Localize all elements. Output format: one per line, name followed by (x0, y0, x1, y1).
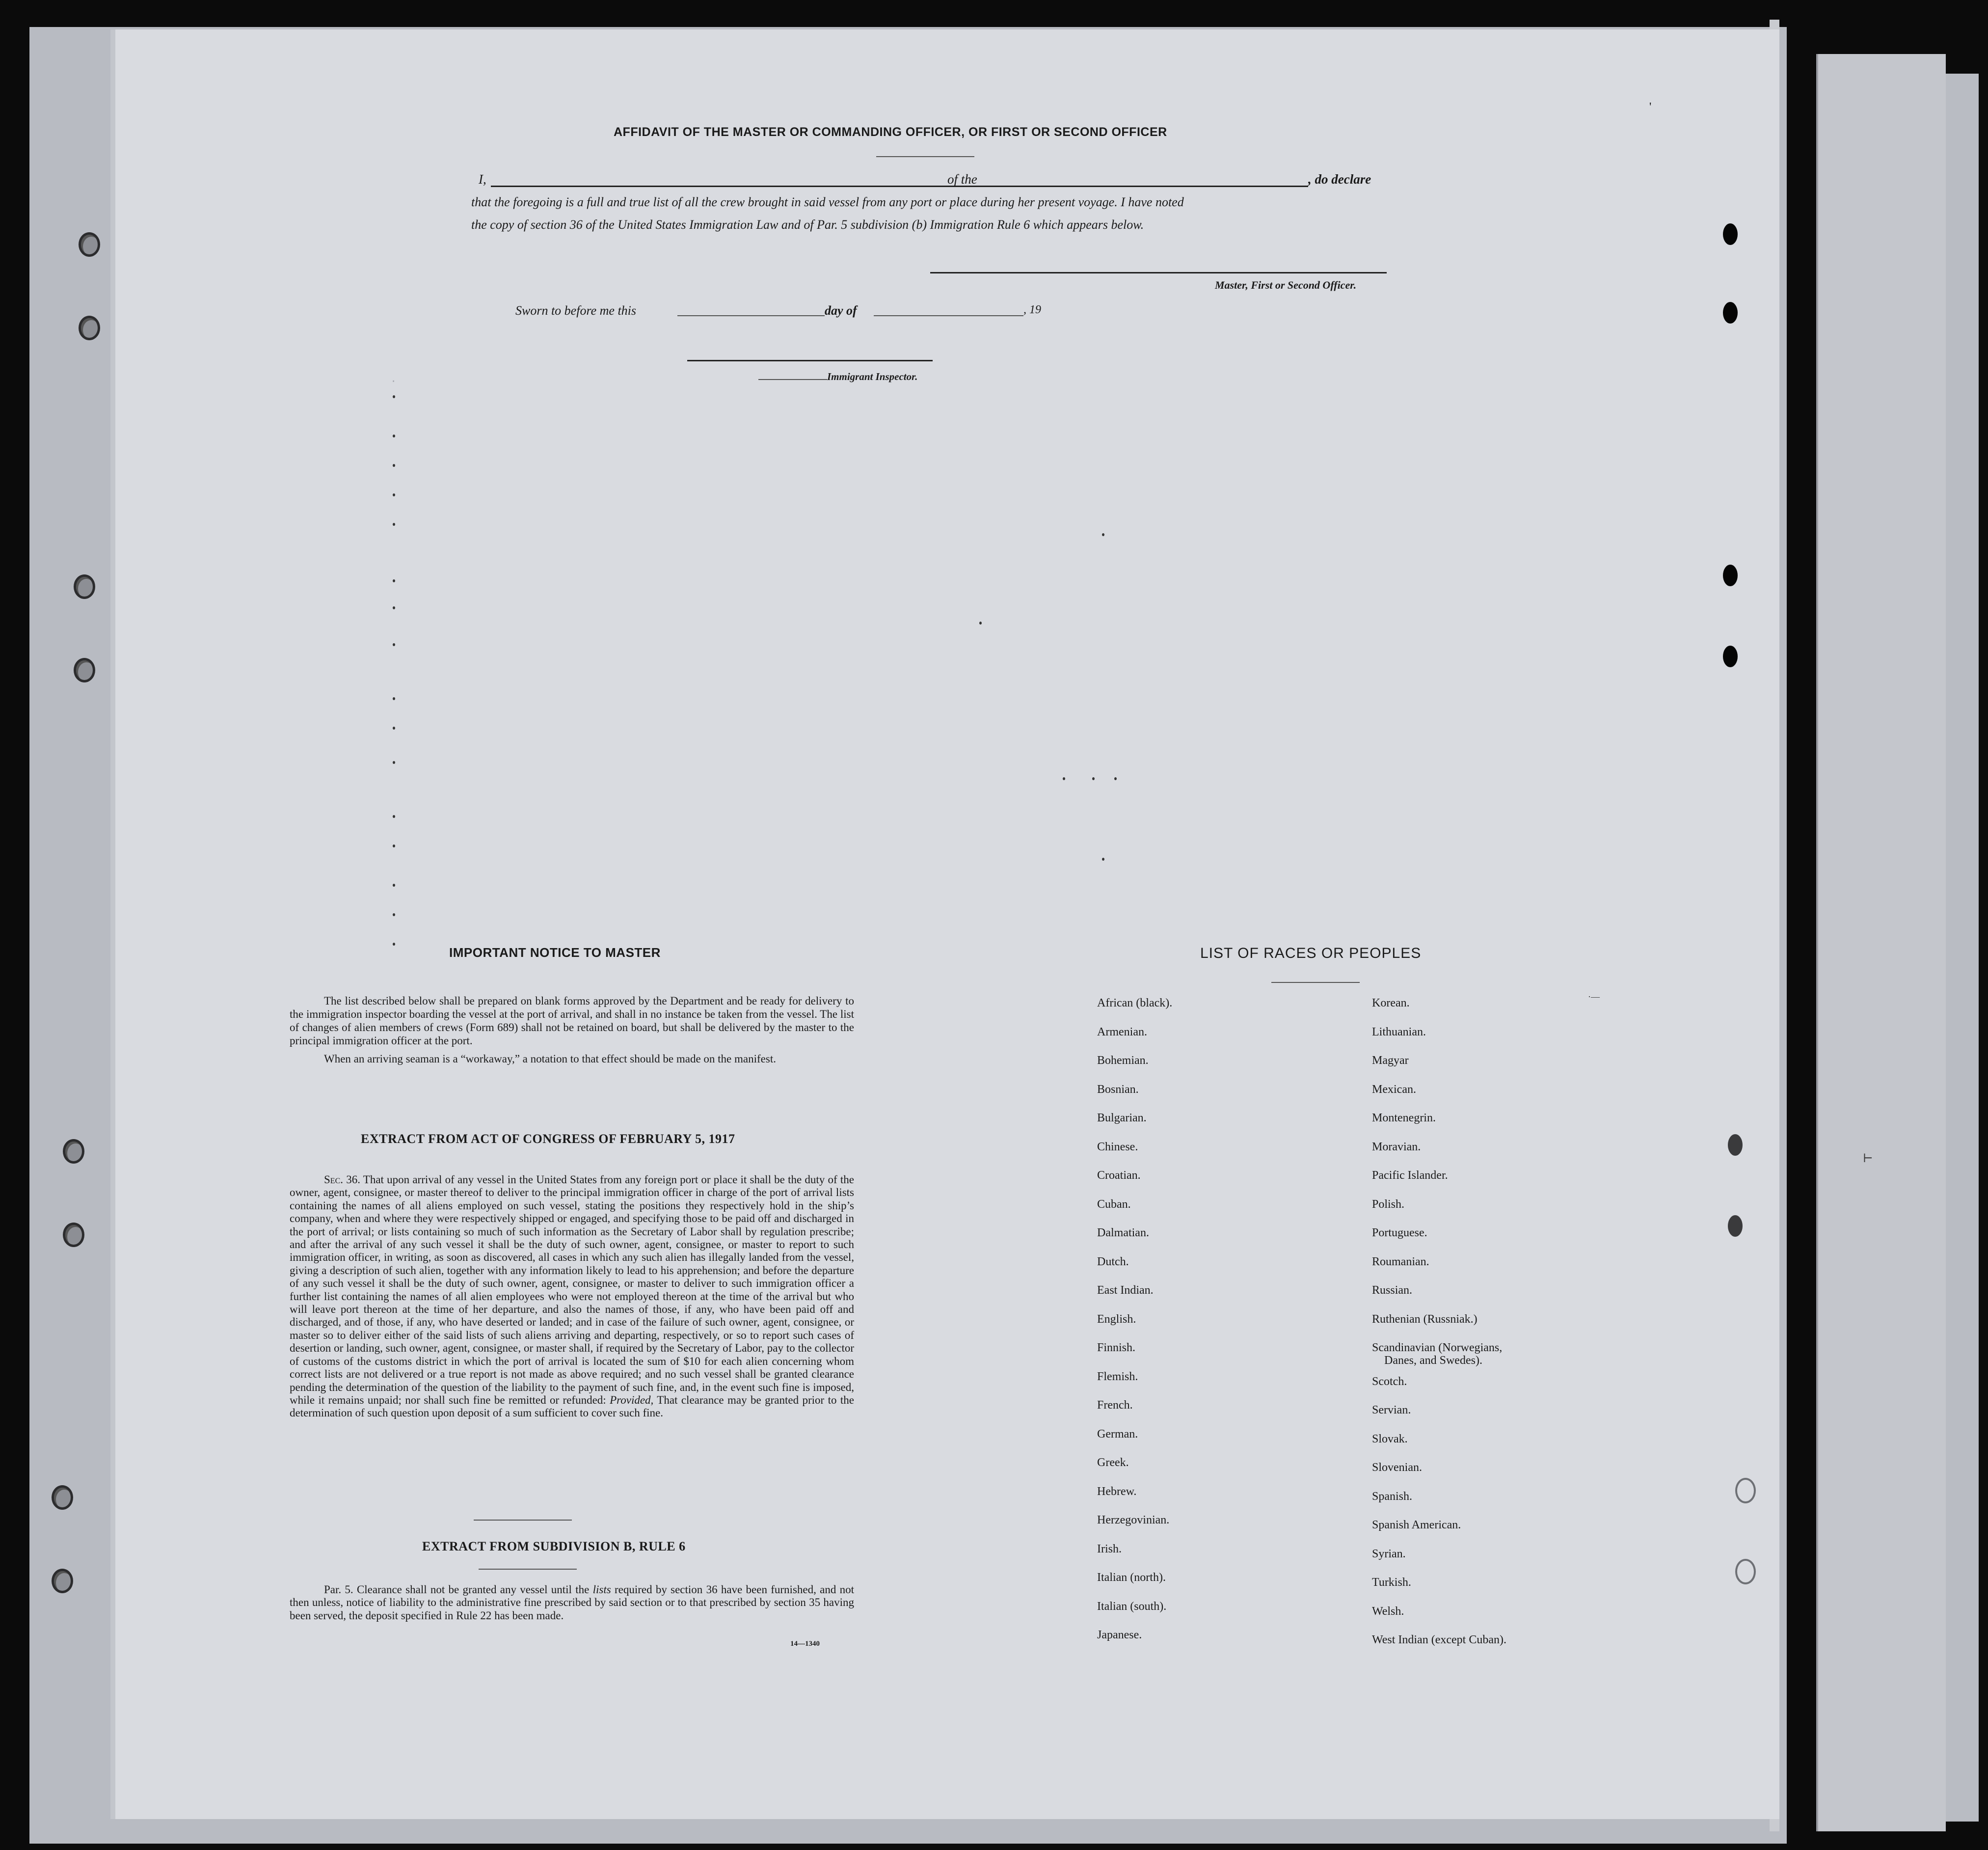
master-signature-line[interactable] (930, 272, 1387, 273)
affidavit-line-2: that the foregoing is a full and true list of all the crew brought in said vessel from any port or place during her present voyage. I have noted (471, 195, 1184, 209)
race-item: English. (1097, 1312, 1136, 1326)
race-item: Welsh. (1372, 1605, 1404, 1618)
affidavit-of-the-label: of the (947, 172, 977, 187)
affidavit-i-label: I, (479, 172, 486, 187)
race-item: Greek. (1097, 1456, 1129, 1469)
race-item: Syrian. (1372, 1547, 1406, 1560)
inspector-short-line (758, 379, 827, 380)
race-item: Russian. (1372, 1284, 1413, 1297)
act-section-label: Sec. 36. (324, 1173, 360, 1186)
race-item: Flemish. (1097, 1370, 1138, 1383)
rule6-title: EXTRACT FROM SUBDIVISION B, RULE 6 (422, 1539, 686, 1553)
column-dot (393, 697, 395, 700)
column-dot (393, 884, 395, 887)
inspector-label: Immigrant Inspector. (827, 371, 918, 382)
race-item: East Indian. (1097, 1284, 1154, 1297)
column-dot (393, 579, 395, 582)
rule6-text (290, 1583, 854, 1622)
margin-mark: ⊢ (1863, 1152, 1873, 1165)
notice-paragraph-2: When an arriving seaman is a “workaway,” a notation to that effect should be made on the manifest. (324, 1053, 776, 1065)
act-title: EXTRACT FROM ACT OF CONGRESS OF FEBRUARY 5, 1917 (361, 1132, 735, 1146)
ring-hole-icon (1735, 1559, 1756, 1584)
rule6-text-b: required by section 36 have been furnished, and not then unless, notice of liability to the administrative fine prescribed by said section or to that prescribed by section 35 having been served, the deposit specified in Rule 22 has been made. (290, 1583, 855, 1622)
affidavit-declare-label: , do declare (1308, 172, 1371, 187)
race-item: Slovenian. (1372, 1461, 1422, 1474)
race-item: Spanish. (1372, 1490, 1413, 1503)
race-item: German. (1097, 1427, 1138, 1441)
race-item: African (black). (1097, 997, 1173, 1009)
inspector-signature-line[interactable] (687, 360, 933, 361)
race-item: Scandinavian (Norwegians, (1372, 1341, 1503, 1354)
column-dot (393, 606, 395, 609)
race-item: Mexican. (1372, 1083, 1416, 1096)
race-item: Spanish American. (1372, 1519, 1461, 1531)
column-dot (393, 815, 395, 818)
back-sheet (1816, 54, 1946, 1831)
binder-hole-icon (63, 1223, 84, 1247)
sworn-month-line[interactable] (874, 315, 1023, 316)
race-item: Slovak. (1372, 1432, 1408, 1445)
race-item: Japanese. (1097, 1629, 1142, 1641)
binder-hole-icon (52, 1485, 73, 1510)
punch-hole-icon (1728, 1134, 1743, 1156)
act-section-text: That upon arrival of any vessel in the United States from any foreign port or place it shall be the duty of the owner, agent, consignee, or master thereof to deliver to the principal immigration officer in charge of the port of arrival lists containing the names of all aliens employed on such vessel, stating the positions they respectively hold in the ship’s company, when and where they were respectively shipped or engaged, and specifying those to be paid off and discharged in the port of arrival; or lists containing so much of such information as the Secretary of Labor shall by regulation prescribe; and after the arrival of any such vessel it shall be the duty of such owner, agent, consignee, or master to report to such immigration officer, in writing, as soon as discovered, all cases in which any such alien has illegally landed from the vessel, giving a description of such alien, together with any information likely to lead to his apprehension; and before the departure of any such vessel it shall be the duty of such owner, agent, consignee, or master to deliver to such immigration officer a further list containing the names of all alien employees who were not employed thereon at the time of the arrival but who will leave port thereon at the time of her departure, and also the names of those, if any, who have been paid off and discharged, and of those, if any, who have deserted or landed; and in case of the failure of such owner, agent, consignee, or master so to deliver either of the said lists of such aliens arriving and departing, respectively, or so to report such cases of desertion or landing, such owner, agent, consignee, or master shall, if required by the Secretary of Labor, pay to the collector of customs of the customs district in which the port of arrival is located the sum of $10 for each alien concerning whom correct lists are not delivered or a true report is not made as above required; and no such vessel shall be granted clearance pending the determination of the question of the liability to the payment of such fine, and, in the event such fine is imposed, while it remains unpaid; nor shall such fine be remitted or refunded: (290, 1173, 854, 1406)
affidavit-vessel-line[interactable] (979, 186, 1308, 187)
notice-paragraph-1: The list described below shall be prepared on blank forms approved by the Department and be ready for delivery to the immigration inspector boarding the vessel at the port of arrival, and shall in no instance be taken from the vessel. The list of changes of alien members of crews (Form 689) shall not be retained on board, but shall be delivered by the master to the principal immigration officer at the port. (290, 995, 854, 1047)
race-item: Dutch. (1097, 1255, 1129, 1268)
races-divider (1271, 982, 1360, 983)
punch-hole-icon (1723, 302, 1738, 324)
race-item: Bohemian. (1097, 1054, 1149, 1067)
rule6-divider (479, 1569, 577, 1570)
race-item: Portuguese. (1372, 1226, 1427, 1239)
affidavit-title: AFFIDAVIT OF THE MASTER OR COMMANDING OFFICER, OR FIRST OR SECOND OFFICER (614, 125, 1167, 139)
column-dot (979, 622, 982, 625)
column-dot (1102, 858, 1104, 861)
race-item: Irish. (1097, 1542, 1122, 1555)
column-dot (393, 395, 395, 398)
punch-hole-icon (1723, 646, 1738, 667)
race-item: Herzegovinian. (1097, 1514, 1170, 1526)
race-item: French. (1097, 1399, 1133, 1412)
race-item: Bulgarian. (1097, 1112, 1147, 1124)
column-dot (393, 761, 395, 764)
column-dot (1092, 777, 1095, 780)
race-item: Italian (north). (1097, 1571, 1166, 1584)
column-dot (1102, 533, 1104, 536)
race-item: West Indian (except Cuban). (1372, 1633, 1506, 1646)
races-title: LIST OF RACES OR PEOPLES (1200, 945, 1422, 961)
race-item: Moravian. (1372, 1140, 1421, 1153)
race-item: Cuban. (1097, 1197, 1131, 1211)
sworn-day-line[interactable] (677, 315, 825, 316)
affidavit-line-3: the copy of section 36 of the United States Immigration Law and of Par. 5 subdivision (b) Immigration Rule 6 which appears below. (471, 218, 1144, 232)
column-dot (393, 464, 395, 467)
column-dot (393, 727, 395, 730)
stray-mark: ·— (1588, 992, 1600, 1002)
bleed-through-mark: . (390, 373, 397, 385)
rule6-body (290, 1583, 854, 1622)
race-item: Roumanian. (1372, 1255, 1429, 1268)
race-item: Bosnian. (1097, 1083, 1139, 1096)
race-item: Montenegrin. (1372, 1112, 1436, 1124)
sworn-label: Sworn to before me this (515, 303, 637, 318)
race-item: Pacific Islander. (1372, 1169, 1448, 1182)
year-label: , 19 (1023, 303, 1041, 316)
punch-hole-icon (1723, 223, 1738, 245)
race-item: Hebrew. (1097, 1485, 1137, 1498)
race-item: Dalmatian. (1097, 1226, 1149, 1239)
race-item: Lithuanian. (1372, 1025, 1426, 1038)
notice-title: IMPORTANT NOTICE TO MASTER (449, 945, 661, 960)
race-item: Korean. (1372, 997, 1410, 1009)
column-dot (393, 523, 395, 526)
race-item: Scotch. (1372, 1375, 1407, 1388)
punch-hole-icon (1723, 565, 1738, 586)
binder-hole-icon (79, 232, 100, 257)
rule6-text-a: Par. 5. Clearance shall not be granted any vessel until the (324, 1583, 590, 1596)
punch-hole-icon (1728, 1215, 1743, 1237)
rule6-lists-word: lists (592, 1583, 611, 1596)
race-item: Servian. (1372, 1404, 1411, 1416)
column-dot (393, 943, 395, 946)
race-item: Magyar (1372, 1054, 1409, 1067)
act-section-text-end: That clearance may be granted prior to the determination of such question upon deposit of a sum sufficient to cover such fine. (290, 1393, 854, 1419)
column-dot (393, 435, 395, 437)
act-text (290, 1173, 854, 1420)
binder-hole-icon (52, 1569, 73, 1593)
corner-mark: ' (1649, 101, 1652, 113)
race-item: Finnish. (1097, 1341, 1136, 1354)
column-dot (1063, 777, 1065, 780)
binder-hole-icon (74, 574, 95, 599)
binder-hole-icon (79, 316, 100, 340)
race-item: Chinese. (1097, 1140, 1138, 1153)
race-item: Polish. (1372, 1197, 1405, 1211)
notice-body (290, 994, 854, 1065)
ring-hole-icon (1735, 1478, 1756, 1503)
act-provided-label: Provided, (610, 1393, 654, 1406)
act-divider (474, 1520, 572, 1521)
binder-hole-icon (63, 1139, 84, 1164)
binder-hole-icon (74, 658, 95, 682)
manifest-page (110, 29, 1873, 1819)
race-item: Croatian. (1097, 1169, 1141, 1182)
race-item: Danes, and Swedes). (1384, 1354, 1482, 1367)
race-item: Armenian. (1097, 1025, 1147, 1038)
title-divider (876, 156, 974, 157)
race-item: Ruthenian (Russniak.) (1372, 1312, 1478, 1326)
column-dot (393, 493, 395, 496)
race-item: Italian (south). (1097, 1600, 1167, 1613)
column-dot (1114, 777, 1117, 780)
master-signature-label: Master, First or Second Officer. (1215, 279, 1357, 291)
column-dot (393, 844, 395, 847)
column-dot (393, 643, 395, 646)
day-of-label: day of (825, 303, 857, 318)
column-dot (393, 913, 395, 916)
race-item: Turkish. (1372, 1576, 1411, 1589)
form-number: 14—1340 (790, 1640, 820, 1648)
affidavit-name-line[interactable] (491, 186, 1026, 187)
act-body (290, 1173, 854, 1420)
